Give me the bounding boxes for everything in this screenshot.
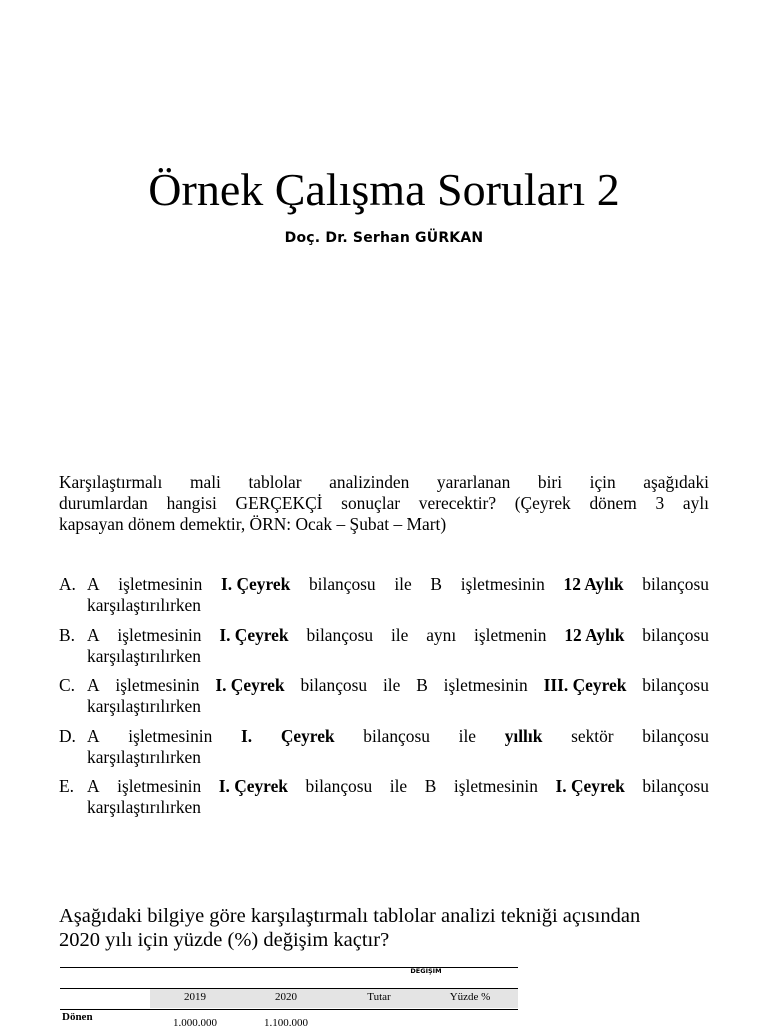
option-first-line (87, 625, 709, 646)
option-word: A (87, 776, 100, 797)
option-word: bilançosu (300, 675, 368, 696)
answer-option (59, 574, 709, 625)
option-word: B (430, 574, 443, 594)
table-header-bottom-rule (60, 1009, 518, 1010)
table-header-tutar: Tutar (367, 991, 391, 1003)
page-title: Örnek Çalışma Soruları 2 (148, 164, 620, 215)
option-word: I. (241, 725, 253, 746)
option-word: A (87, 574, 100, 594)
option-word: I. Çeyrek (221, 574, 291, 594)
table-row-label: Dönen (62, 1011, 93, 1023)
option-word: aynı (426, 624, 457, 645)
option-word: bilançosu (308, 574, 376, 594)
option-second-line: karşılaştırılırken (87, 595, 201, 615)
option-word: yıllık (504, 725, 543, 746)
option-body (87, 726, 709, 768)
option-second-line: karşılaştırılırken (87, 696, 201, 717)
table-header-yuzde: Yüzde % (449, 991, 491, 1003)
option-word: Çeyrek (280, 725, 335, 746)
option-word: III. Çeyrek (543, 675, 627, 696)
option-word: işletmesinin (460, 574, 545, 594)
option-word: bilançosu (642, 776, 709, 797)
option-second-line: karşılaştırılırken (87, 797, 201, 818)
option-first-line (87, 776, 709, 797)
answer-option (59, 675, 709, 726)
option-word: B (416, 675, 428, 696)
table-cell-2020: 1.100.000 (264, 1017, 308, 1029)
option-word: işletmesinin (453, 776, 538, 797)
option-word: işletmesinin (118, 574, 203, 594)
table-cell-2019: 1.000.000 (173, 1017, 217, 1029)
option-word: bilançosu (642, 574, 709, 594)
answer-options (59, 574, 709, 827)
question-2-text (59, 904, 739, 952)
question-1-text (59, 472, 709, 535)
option-word: bilançosu (642, 675, 709, 696)
question-2-line: 2020 yılı için yüzde (%) değişim kaçtır? (59, 929, 390, 951)
option-word: bilançosu (642, 725, 709, 746)
answer-option (59, 776, 709, 827)
option-word: I. Çeyrek (219, 624, 289, 645)
option-word: A (87, 725, 100, 746)
question-1-line: kapsayan dönem demektir, ÖRN: Ocak – Şubat – Mart) (59, 514, 447, 534)
question-2-line: Aşağıdaki bilgiye göre karşılaştırmalı tablolar analizi tekniği açısından (59, 905, 641, 927)
option-word: B (424, 776, 437, 797)
option-word: işletmesinin (117, 624, 202, 645)
question-1-line: Karşılaştırmalı mali tablolar analizinden yararlanan biri için aşağıdaki (59, 472, 709, 492)
option-word: ile (394, 574, 412, 594)
option-first-line (87, 726, 709, 747)
option-word: işletmesinin (117, 776, 202, 797)
option-first-line (87, 675, 709, 696)
answer-option (59, 625, 709, 676)
option-letter: C. (59, 675, 75, 696)
option-word: I. Çeyrek (555, 776, 625, 797)
option-word: ile (382, 675, 401, 696)
option-word: bilançosu (642, 624, 709, 645)
table-header-2019: 2019 (184, 991, 206, 1003)
option-second-line: karşılaştırılırken (87, 746, 201, 767)
option-word: I. Çeyrek (215, 675, 285, 696)
option-word: sektör (571, 725, 614, 746)
option-word: 12 Aylık (563, 574, 624, 594)
option-letter: E. (59, 776, 74, 797)
option-first-line (87, 574, 709, 595)
table-header-2020: 2020 (275, 991, 297, 1003)
option-second-line: karşılaştırılırken (87, 645, 201, 666)
option-letter: A. (59, 574, 76, 594)
option-word: A (87, 624, 100, 645)
option-word: I. Çeyrek (218, 776, 288, 797)
option-word: işletmesinin (115, 675, 200, 696)
option-word: ile (458, 725, 477, 746)
option-word: bilançosu (306, 624, 374, 645)
option-word: 12 Aylık (564, 624, 625, 645)
option-word: A (87, 675, 100, 696)
question-1-line: durumlardan hangisi GERÇEKÇİ sonuçlar verecektir? (Çeyrek dönem 3 aylı (59, 493, 709, 513)
author-name: Doç. Dr. Serhan GÜRKAN (284, 230, 484, 246)
option-word: işletmesinin (443, 675, 528, 696)
option-word: bilançosu (363, 725, 430, 746)
option-body (87, 574, 709, 616)
option-word: işletmenin (474, 624, 547, 645)
option-word: ile (389, 776, 408, 797)
option-body (87, 675, 709, 717)
option-body (87, 776, 709, 818)
table-caption: DEĞİŞİM (410, 967, 442, 975)
answer-option (59, 726, 709, 777)
option-word: ile (390, 624, 409, 645)
option-word: işletmesinin (128, 725, 213, 746)
option-word: bilançosu (305, 776, 373, 797)
option-body (87, 625, 709, 667)
option-letter: B. (59, 624, 75, 645)
option-letter: D. (59, 725, 76, 746)
